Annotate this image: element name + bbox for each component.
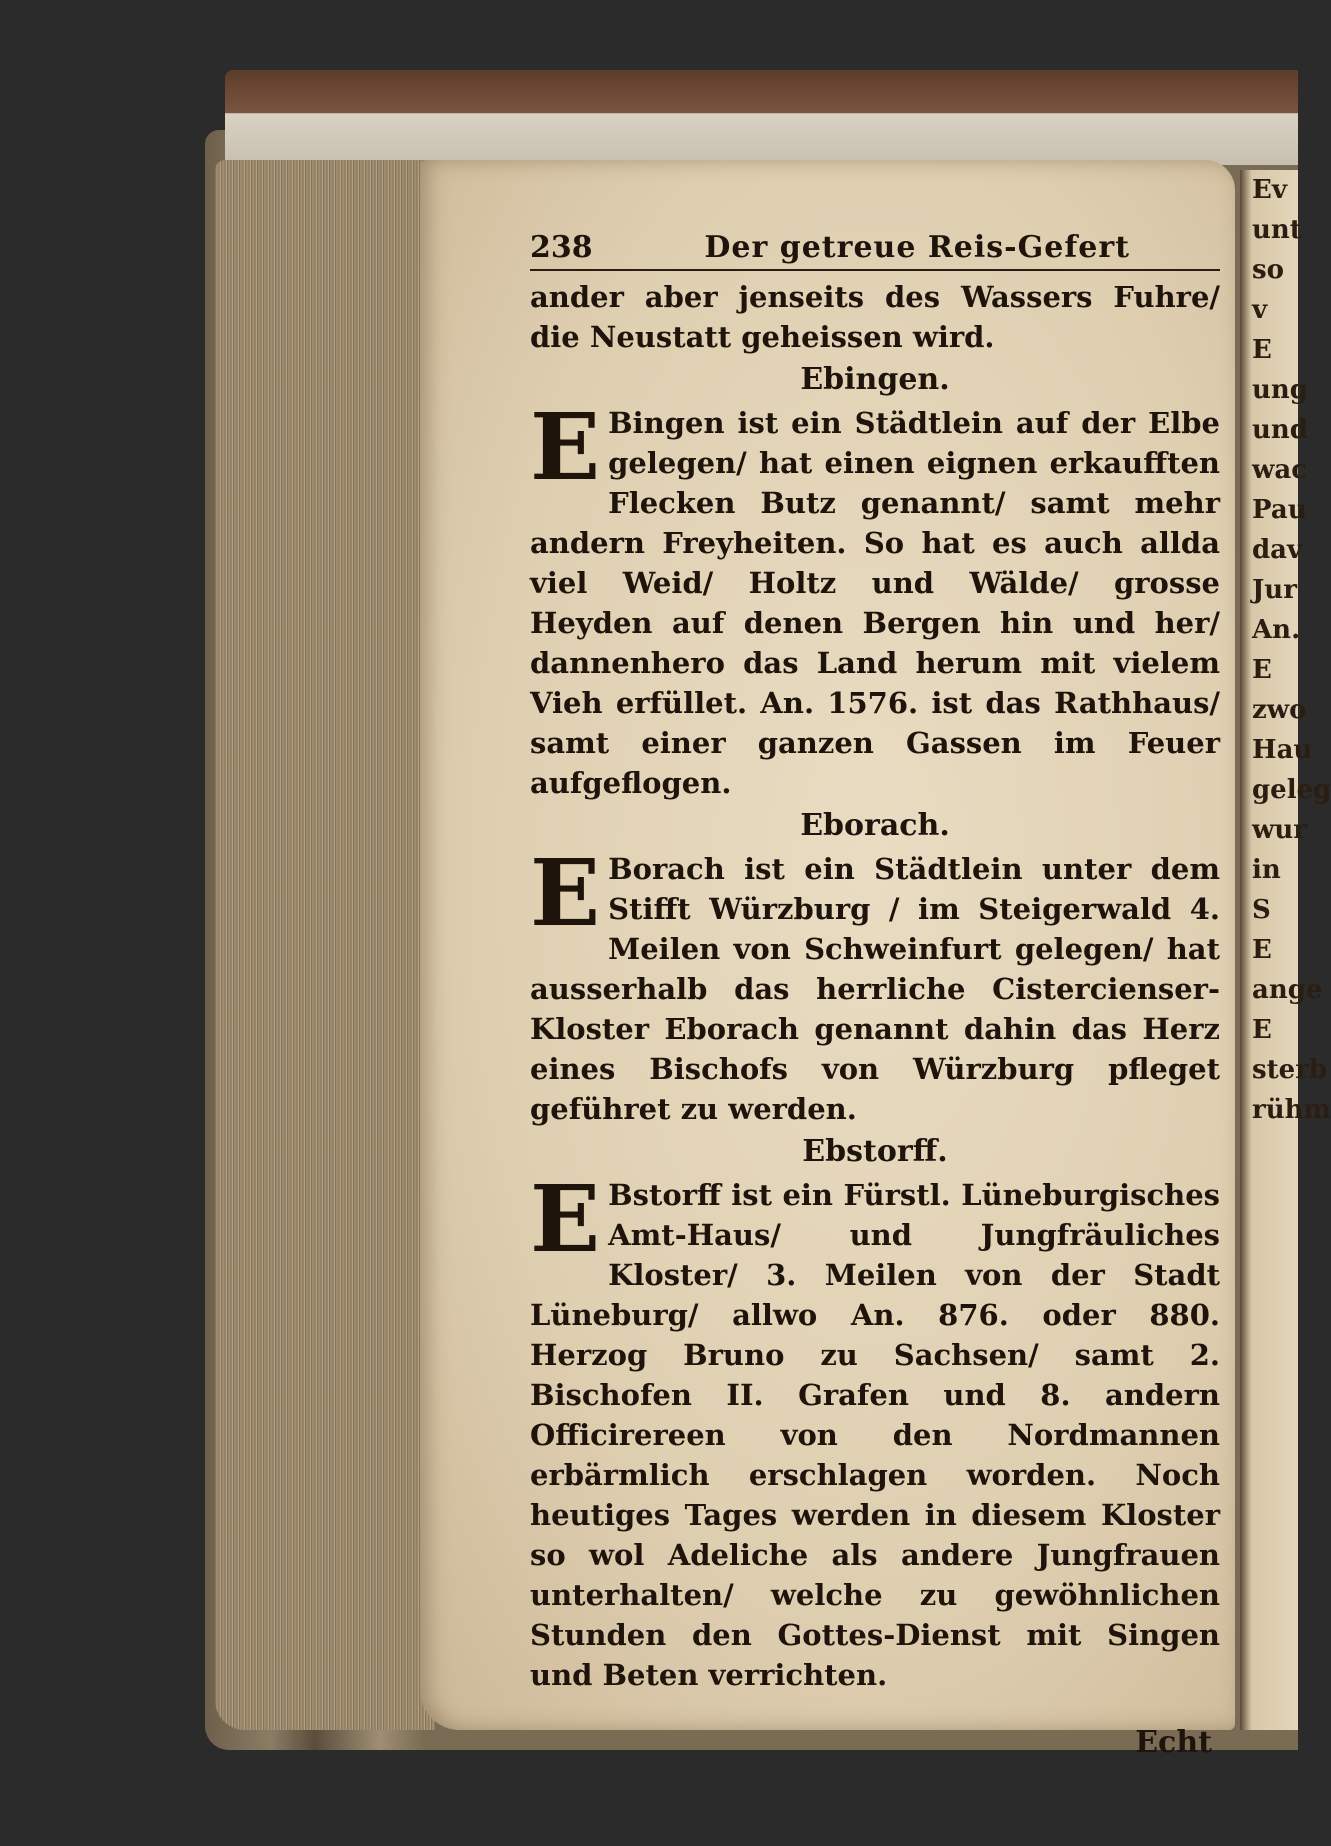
facing-page-fragment: E <box>1252 935 1272 965</box>
entry-title-eborach: Eborach. <box>800 808 950 843</box>
facing-page-fragment: ung <box>1252 375 1308 405</box>
facing-page-fragment: sterb <box>1252 1055 1328 1085</box>
facing-page-fragment: geleg <box>1252 775 1331 805</box>
facing-page-fragment: wur <box>1252 815 1307 845</box>
entry-body-ebstorff <box>530 1165 1220 1695</box>
entry-body-eborach <box>530 839 1220 1129</box>
entry-text: Borach ist ein Städtlein unter dem Stifft Würzburg / im Steigerwald 4. Meilen von Schweinfurt gelegen/ hat ausserhalb das herrliche Cistercienser-Kloster Eborach genannt dahin das Herz eines Bischofs von Würzburg pfleget geführet zu werden. <box>530 852 1220 1126</box>
facing-page-fragment: dav <box>1252 535 1303 565</box>
facing-page-fragment: wac <box>1252 455 1308 485</box>
facing-page-fragment: zwo <box>1252 695 1307 725</box>
facing-page-fragment: in S <box>1252 855 1281 925</box>
drop-cap: E <box>530 839 601 947</box>
entry-body-ebingen <box>530 393 1220 803</box>
facing-page-fragment: An. <box>1252 615 1301 645</box>
facing-page-fragment: Jur <box>1252 575 1297 605</box>
facing-page-fragment: Hau <box>1252 735 1313 765</box>
running-title: Der getreue Reis-Gefert <box>704 230 1130 265</box>
facing-page-fragment: Ev <box>1252 175 1287 205</box>
facing-page-fragment: unt <box>1252 215 1302 245</box>
facing-page-edge <box>1240 170 1331 1730</box>
page-text <box>530 230 1220 1760</box>
facing-page-fragment: und <box>1252 415 1308 445</box>
catchword: Echt <box>1135 1725 1212 1760</box>
facing-page-fragment: E <box>1252 1015 1272 1045</box>
entry-text: Bstorff ist ein Fürstl. Lüneburgisches Amt-Haus/ und Jungfräuliches Kloster/ 3. Meilen von der Stadt Lüneburg/ allwo An. 876. oder 880. Herzog Bruno zu Sachsen/ samt 2. Bischofen II. Grafen und 8. andern Officirereen von den Nordmannen erbärmlich erschlagen worden. Noch heutiges Tages werden in diesem Kloster so wol Adeliche als andere Jungfrauen unterhalten/ welche zu gewöhnlichen Stunden den Gottes-Dienst mit Singen und Beten verrichten. <box>530 1178 1220 1692</box>
facing-page-fragment: E <box>1252 655 1272 685</box>
page-number: 238 <box>530 230 593 265</box>
facing-page-fragment: E <box>1252 335 1272 365</box>
facing-page-fragment: so v <box>1252 255 1284 325</box>
drop-cap: E <box>530 393 601 501</box>
page-edges <box>215 160 435 1730</box>
intro-paragraph: ander aber jenseits des Wassers Fuhre/ die Neustatt geheissen wird. <box>530 280 1220 354</box>
entry-title-ebingen: Ebingen. <box>800 362 950 397</box>
facing-page-fragment: rühm <box>1252 1095 1331 1125</box>
facing-page-fragment: ange <box>1252 975 1323 1005</box>
drop-cap: E <box>530 1165 601 1273</box>
page-header <box>530 230 1220 271</box>
book-top-edge <box>225 70 1298 165</box>
entry-text: Bingen ist ein Städtlein auf der Elbe gelegen/ hat einen eignen erkaufften Flecken Butz genannt/ samt mehr andern Freyheiten. So hat es auch allda viel Weid/ Holtz und Wälde/ grosse Heyden auf denen Bergen hin und her/ dannenhero das Land herum mit vielem Vieh erfüllet. An. 1576. ist das Rathhaus/ samt einer ganzen Gassen im Feuer aufgeflogen. <box>530 406 1220 800</box>
facing-page-fragment: Pau <box>1252 495 1307 525</box>
entry-title-ebstorff: Ebstorff. <box>802 1134 948 1169</box>
